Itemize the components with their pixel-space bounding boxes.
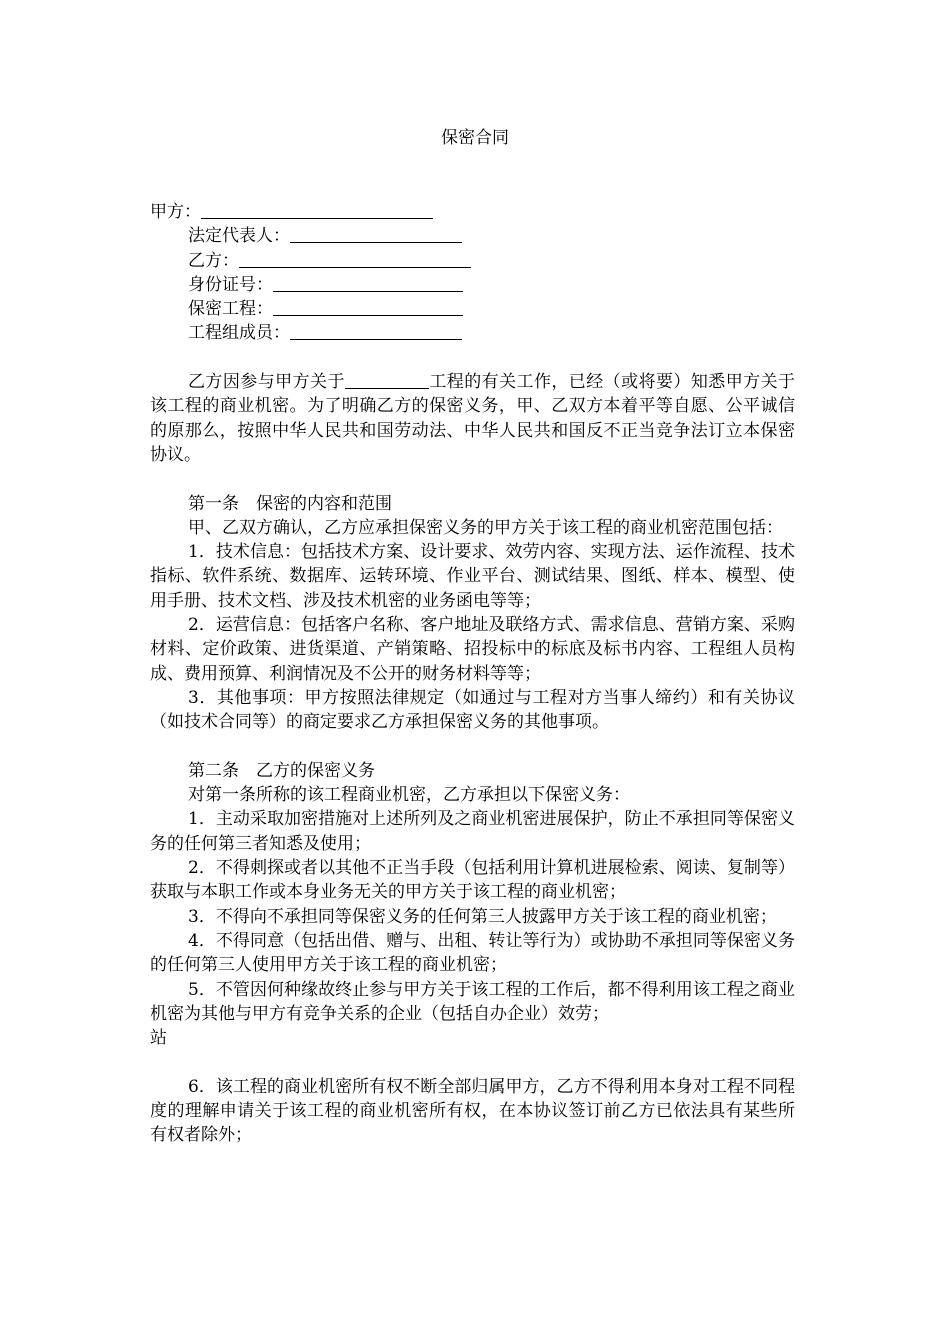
document-body (150, 200, 795, 1148)
article-1-title: 保密的内容和范围 (256, 493, 392, 514)
party-a-blank (201, 201, 433, 219)
intro-paragraph (150, 370, 795, 467)
article-2-lead: 对第一条所称的该工程商业机密，乙方承担以下保密义务： (188, 785, 630, 806)
spacer (150, 467, 795, 491)
intro-text-end: 工程的有关工作，已经（或将要）知悉甲方关于该工程的商业机密。为了明确乙方的保密义务，甲、乙双方本着平等自愿、公平诚信的原那么，按照中华人民共和国劳动法、中华人民共和国反不正当竞争法订立本保密协议。 (150, 372, 796, 465)
document-title: 保密合同 (441, 128, 509, 148)
article-2-item-6: 6．该工程的商业机密所有权不断全部归属甲方，乙方不得利用本身对工程不同程度的理解申请关于该工程的商业机密所有权，在本协议签订前乙方已依法具有某些所有权者除外； (150, 1076, 795, 1146)
article-2-item-5: 5．不管因何种缘故终止参与甲方关于该工程的工作后，都不得利用该工程之商业机密为其他与甲方有竞争关系的企业（包括自办企业）效劳； (150, 979, 795, 1024)
article-1-item-1: 1．技术信息：包括技术方案、设计要求、效劳内容、实现方法、运作流程、技术指标、软件系统、数据库、运转环境、作业平台、测试结果、图纸、样本、模型、使用手册、技术文档、涉及技术机密的业务函电等等； (150, 542, 795, 611)
article-1-number: 第一条 (188, 493, 239, 514)
party-b-field (150, 249, 795, 273)
article-2-item-3: 3．不得向不承担同等保密义务的任何第三人披露甲方关于该工程的商业机密； (188, 906, 777, 927)
article-2-item-1: 1．主动采取加密措施对上述所列及之商业机密进展保护，防止不承担同等保密义务的任何第三者知悉及使用； (150, 809, 795, 854)
spacer (150, 1050, 795, 1074)
article-1-lead: 甲、乙双方确认，乙方应承担保密义务的甲方关于该工程的商业机密范围包括： (188, 517, 783, 538)
spacer (150, 735, 795, 759)
article-1-heading (150, 492, 795, 516)
id-no-label: 身份证号： (188, 274, 273, 295)
project-label: 保密工程： (188, 299, 273, 320)
article-2-item-2: 2．不得刺探或者以其他不正当手段（包括利用计算机进展检索、阅读、复制等）获取与本职工作或本身业务无关的甲方关于该工程的商业机密； (150, 858, 795, 903)
members-blank (290, 322, 462, 340)
project-field (150, 297, 795, 321)
legal-rep-field (150, 224, 795, 248)
members-field (150, 321, 795, 345)
legal-rep-label: 法定代表人： (188, 226, 290, 247)
article-2-heading (150, 759, 795, 783)
id-no-blank (273, 274, 463, 292)
spacer (150, 346, 795, 370)
article-2-number: 第二条 (188, 760, 239, 781)
legal-rep-blank (290, 225, 462, 243)
article-2-item-4: 4．不得同意（包括出借、赠与、出租、转让等行为）或协助不承担同等保密义务的任何第三人使用甲方关于该工程的商业机密； (150, 930, 795, 976)
party-a-label: 甲方： (150, 202, 201, 222)
party-a-field (150, 200, 795, 224)
intro-text-start: 乙方因参与甲方关于 (188, 372, 345, 393)
article-2-title: 乙方的保密义务 (256, 760, 375, 781)
id-no-field (150, 273, 795, 297)
intro-project-blank (345, 371, 429, 389)
party-b-label: 乙方： (188, 250, 239, 271)
article-1-item-3: 3．其他事项：甲方按照法律规定（如通过与工程对方当事人缔约）和有关协议（如技术合同等）的商定要求乙方承担保密义务的其他事项。 (150, 687, 795, 733)
members-label: 工程组成员： (188, 323, 290, 344)
project-blank (273, 298, 463, 316)
article-1-item-2: 2．运营信息：包括客户名称、客户地址及联络方式、需求信息、营销方案、采购材料、定价政策、进货渠道、产销策略、招投标中的标底及标书内容、工程组人员构成、费用预算、利润情况及不公开的财务材料等等； (150, 615, 795, 684)
party-b-blank (239, 250, 471, 268)
stray-text: 站 (150, 1028, 167, 1049)
